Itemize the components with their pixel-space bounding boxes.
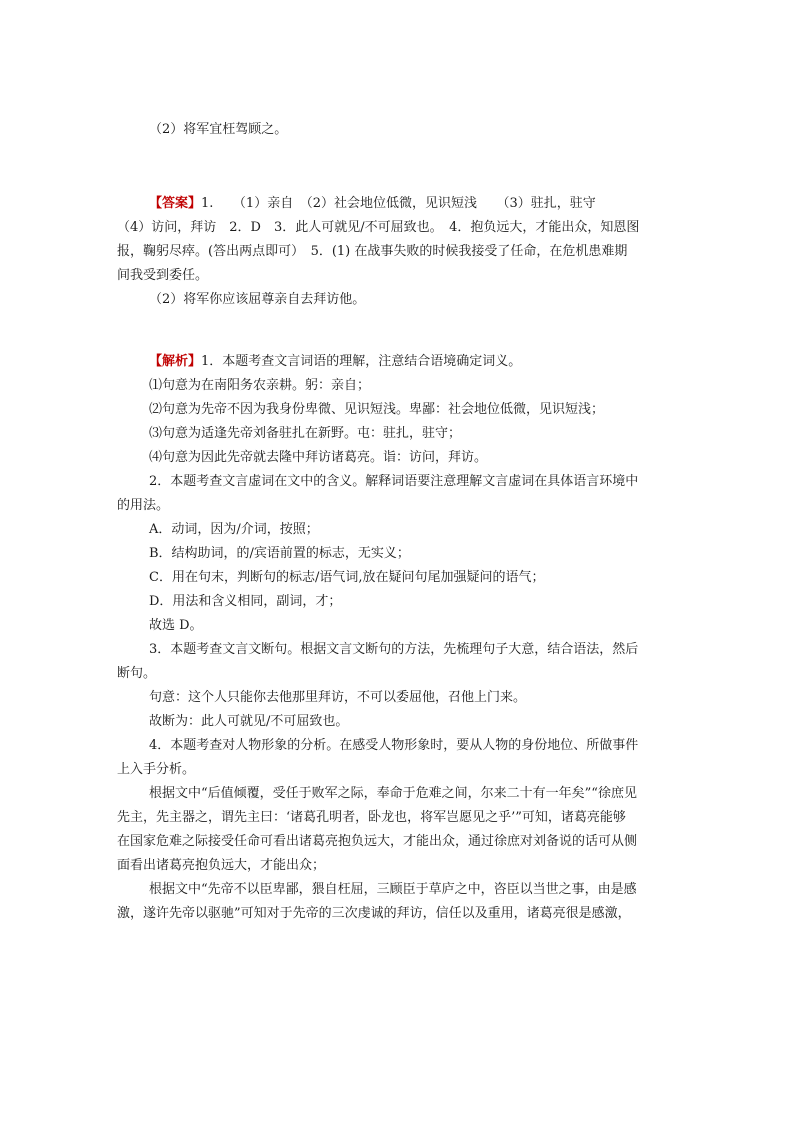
answer-line-5: （2）将军你应该屈尊亲自去拜访他。: [149, 292, 366, 307]
question-line: （2）将军宜枉驾顾之。: [149, 122, 288, 137]
answer-line-4: 间我受到委任。: [117, 268, 209, 283]
analysis-tag: 【解析】: [149, 354, 202, 369]
analysis-line: C．用在句末，判断句的标志/语气词,放在疑问句尾加强疑问的语气；: [149, 570, 545, 585]
analysis-line: 上入手分析。: [117, 762, 196, 777]
analysis-line: 断句。: [117, 666, 157, 681]
analysis-line: 在国家危难之际接受任命可看出诸葛亮抱负远大，才能出众，通过徐庶对刘备说的话可从侧: [117, 834, 638, 849]
analysis-line: ⑶句意为适逢先帝刘备驻扎在新野。屯：驻扎，驻守；: [149, 426, 462, 441]
analysis-line: 4．本题考查对人物形象的分析。在感受人物形象时，要从人物的身份地位、所做事件: [149, 738, 639, 753]
document-body: [117, 118, 677, 926]
analysis-line: 根据文中“后值倾覆，受任于败军之际，奉命于危难之间，尔来二十有一年矣”“徐庶见: [149, 786, 637, 801]
analysis-line: B．结构助词，的/宾语前置的标志，无实义；: [149, 546, 410, 561]
analysis-line: A．动词，因为/介词，按照；: [149, 522, 319, 537]
analysis-text: 1．本题考查文言词语的理解，注意结合语境确定词义。: [201, 354, 522, 369]
answer-line-3: 报，鞠躬尽瘁。(答出两点即可） 5．(1) 在战事失败的时候我接受了任命，在危机患难期: [117, 244, 628, 259]
analysis-line: [117, 350, 677, 374]
analysis-line: 激，遂许先帝以驱驰”可知对于先帝的三次虔诚的拜访，信任以及重用，诸葛亮很是感激，: [117, 906, 631, 921]
analysis-section: [117, 350, 677, 926]
answer-line-2: （4）访问，拜访 2．D 3．此人可就见/不可屈致也。 4．抱负远大，才能出众，知恩图: [117, 220, 640, 235]
analysis-line: ⑴句意为在南阳务农亲耕。躬：亲自；: [149, 378, 371, 393]
analysis-line: D．用法和含义相同，副词，才；: [149, 594, 342, 609]
analysis-line: 2．本题考查文言虚词在文中的含义。解释词语要注意理解文言虚词在具体语言环境中: [149, 474, 639, 489]
answer-section: [117, 192, 677, 312]
analysis-line: 的用法。: [117, 498, 170, 513]
analysis-line: 3．本题考查文言文断句。根据文言文断句的方法，先梳理句子大意，结合语法，然后: [149, 642, 639, 657]
answer-text: 1. （1）亲自 （2）社会地位低微，见识短浅 （3）驻扎，驻守: [201, 196, 596, 211]
analysis-line: 句意：这个人只能你去他那里拜访，不可以委屈他，召他上门来。: [149, 690, 527, 705]
answer-line-1: [117, 192, 677, 216]
analysis-line: 故选 D。: [149, 618, 203, 633]
analysis-line: 根据文中“先帝不以臣卑鄙，猥自枉屈，三顾臣于草庐之中，咨臣以当世之事，由是感: [149, 882, 637, 897]
analysis-line: 面看出诸葛亮抱负远大，才能出众；: [117, 858, 326, 873]
answer-tag: 【答案】: [149, 196, 202, 211]
analysis-line: ⑵句意为先帝不因为我身份卑微、见识短浅。卑鄙：社会地位低微，见识短浅；: [149, 402, 605, 417]
analysis-line: 故断为：此人可就见/不可屈致也。: [149, 714, 349, 729]
analysis-line: ⑷句意为因此先帝就去隆中拜访诸葛亮。诣：访问，拜访。: [149, 450, 488, 465]
analysis-line: 先主，先主器之，谓先主曰：‘诸葛孔明者，卧龙也，将军岂愿见之乎’”可知，诸葛亮能够: [117, 810, 626, 825]
